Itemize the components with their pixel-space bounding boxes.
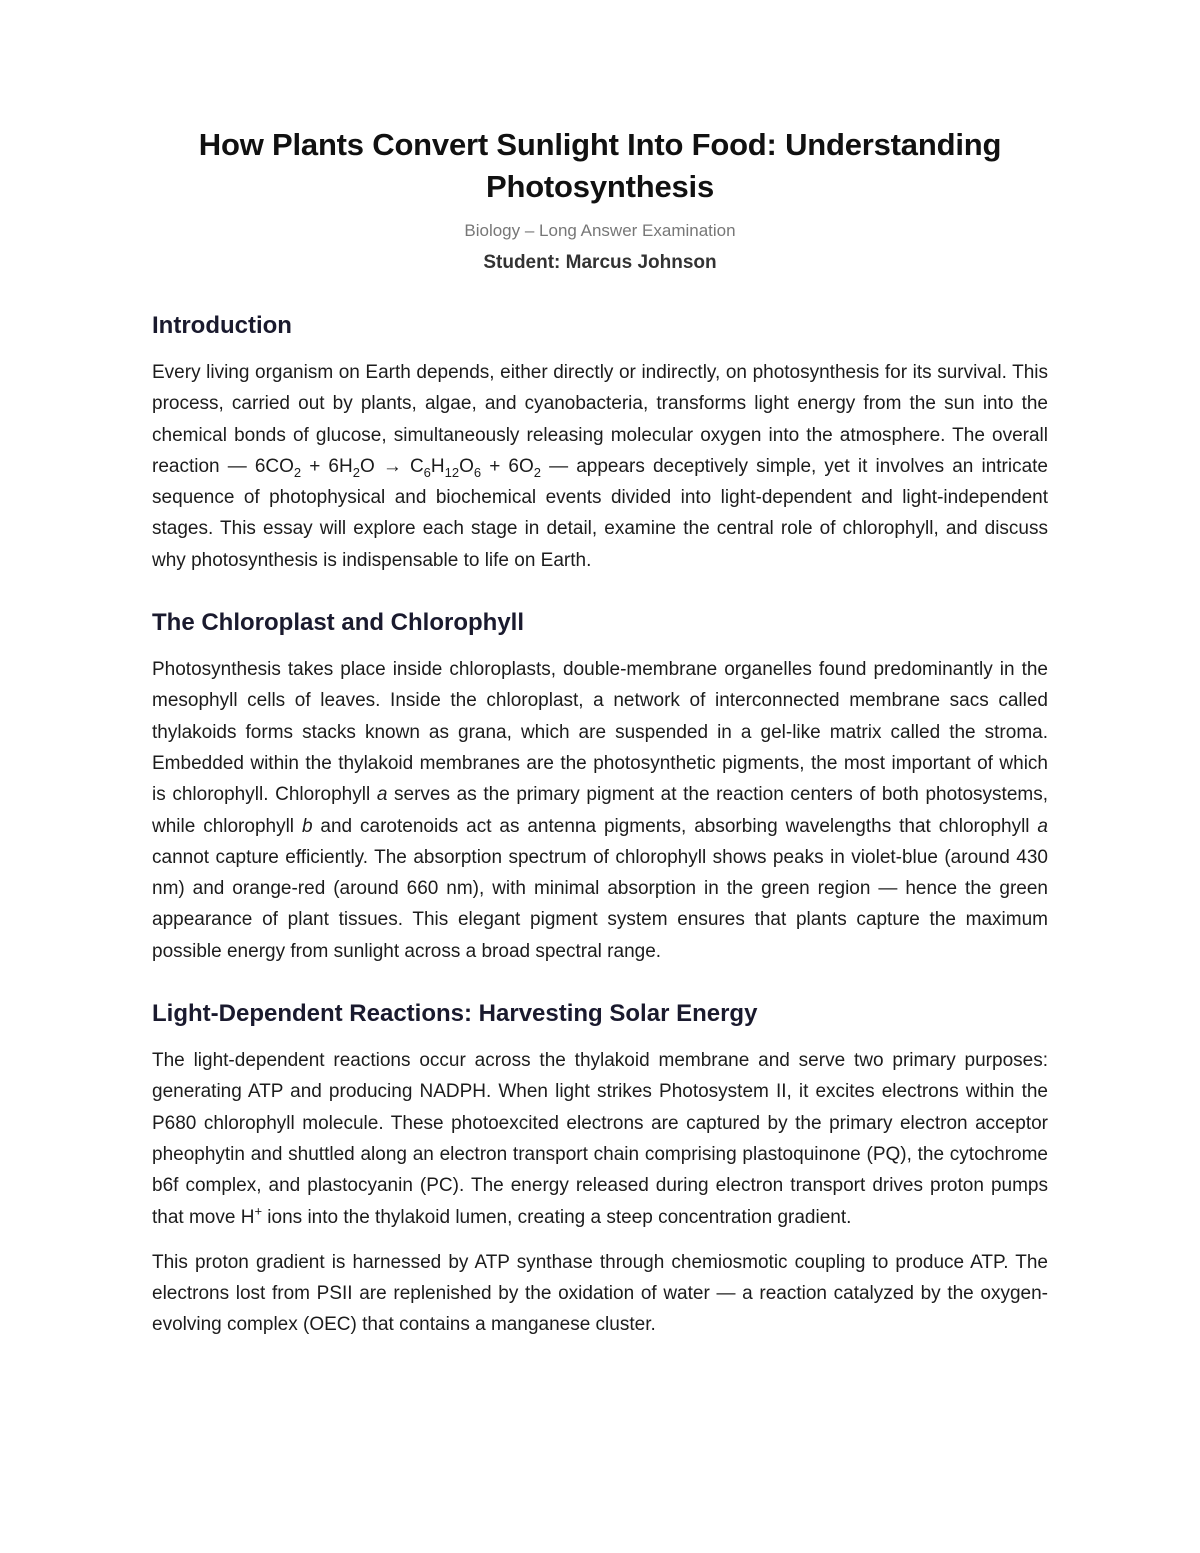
eq-subscript: 2 [293, 464, 302, 480]
student-name: Student: Marcus Johnson [483, 252, 717, 273]
document-content [152, 124, 1048, 1341]
text-run: Every living organism on Earth depends, either directly or indirectly, on photosynthesis for its survival. This process, carried out by plants, algae, and cyanobacteria, transforms light energy from the sun into the chemical bonds of glucose, simultaneously releasing molecular oxygen into the atmosphere. The overall reaction — [152, 362, 1048, 477]
section-heading: Introduction [152, 312, 292, 339]
section-chloroplast [152, 608, 1048, 967]
text-run: — appears deceptively simple, yet it involves an intricate sequence of photophysical and biochemical events divided into light-dependent and light-independent stages. This essay will explore each stage in detail, examine the central role of chlorophyll, and discuss why photosynthesis is indispensable to life on Earth. [152, 455, 1049, 571]
italic-term: a [1037, 815, 1048, 837]
paragraph [152, 1045, 1048, 1233]
eq-text: O → C [359, 455, 424, 477]
paragraph [152, 1247, 1048, 1341]
text-run: ions into the thylakoid lumen, creating a steep concentration gradient. [262, 1206, 852, 1228]
italic-term: a [376, 784, 388, 806]
paragraph [152, 357, 1048, 576]
eq-text: + 6O [481, 455, 534, 477]
eq-text: 6CO [254, 455, 294, 477]
eq-text: + 6H [301, 455, 353, 477]
text-run: serves as the primary pigment at the reaction centers of both photosystems, while chlorophyll [152, 784, 1048, 837]
text-run: cannot capture efficiently. The absorption spectrum of chlorophyll shows peaks in violet-blue (around 430 nm) and orange-red (around 660 nm), with minimal absorption in the green region — hence the green appearance of plant tissues. This elegant pigment system ensures that plants capture the maximum possible energy from sunlight across a broad spectral range. [152, 846, 1048, 962]
superscript: + [254, 1203, 263, 1219]
italic-term: b [301, 815, 313, 837]
section-introduction [152, 311, 1048, 576]
section-light-dependent-reactions [152, 999, 1048, 1341]
text-run: This proton gradient is harnessed by ATP synthase through chemiosmotic coupling to produce ATP. The electrons lost from PSII are replenished by the oxidation of water — a reaction catalyzed by the oxygen-evolving complex (OEC) that contains a manganese cluster. [152, 1251, 1048, 1336]
chemical-equation [254, 455, 542, 480]
text-run: and carotenoids act as antenna pigments, absorbing wavelengths that chlorophyll [312, 815, 1038, 837]
document-title: How Plants Convert Sunlight Into Food: Understanding Photosynthesis [198, 127, 1002, 204]
eq-subscript: 2 [352, 464, 360, 480]
eq-text: H [430, 455, 445, 477]
eq-subscript: 2 [533, 464, 542, 480]
text-run: The light-dependent reactions occur across the thylakoid membrane and serve two primary purposes: generating ATP and producing NADPH. When light strikes Photosystem II, it excites electrons within the P680 chlorophyll molecule. These photoexcited electrons are captured by the primary electron acceptor pheophytin and shuttled along an electron transport chain comprising plastoquinone (PQ), the cytochrome b6f complex, and plastocyanin (PC). The energy released during electron transport drives proton pumps that move H [152, 1050, 1048, 1228]
eq-text: O [459, 455, 474, 477]
text-run: Photosynthesis takes place inside chloroplasts, double-membrane organelles found predominantly in the mesophyll cells of leaves. Inside the chloroplast, a network of interconnected membrane sacs called thylakoids forms stacks known as grana, which are suspended in a gel-like matrix called the stroma. Embedded within the thylakoid membranes are the photosynthetic pigments, the most important of which is chlorophyll. Chlorophyll [152, 659, 1048, 806]
eq-subscript: 12 [444, 464, 460, 480]
section-heading: The Chloroplast and Chlorophyll [152, 609, 524, 637]
eq-subscript: 6 [473, 464, 482, 480]
section-heading: Light-Dependent Reactions: Harvesting Solar Energy [152, 1000, 758, 1028]
document-subtitle: Biology – Long Answer Examination [464, 221, 736, 240]
eq-subscript: 6 [423, 464, 431, 480]
paragraph [152, 654, 1048, 967]
